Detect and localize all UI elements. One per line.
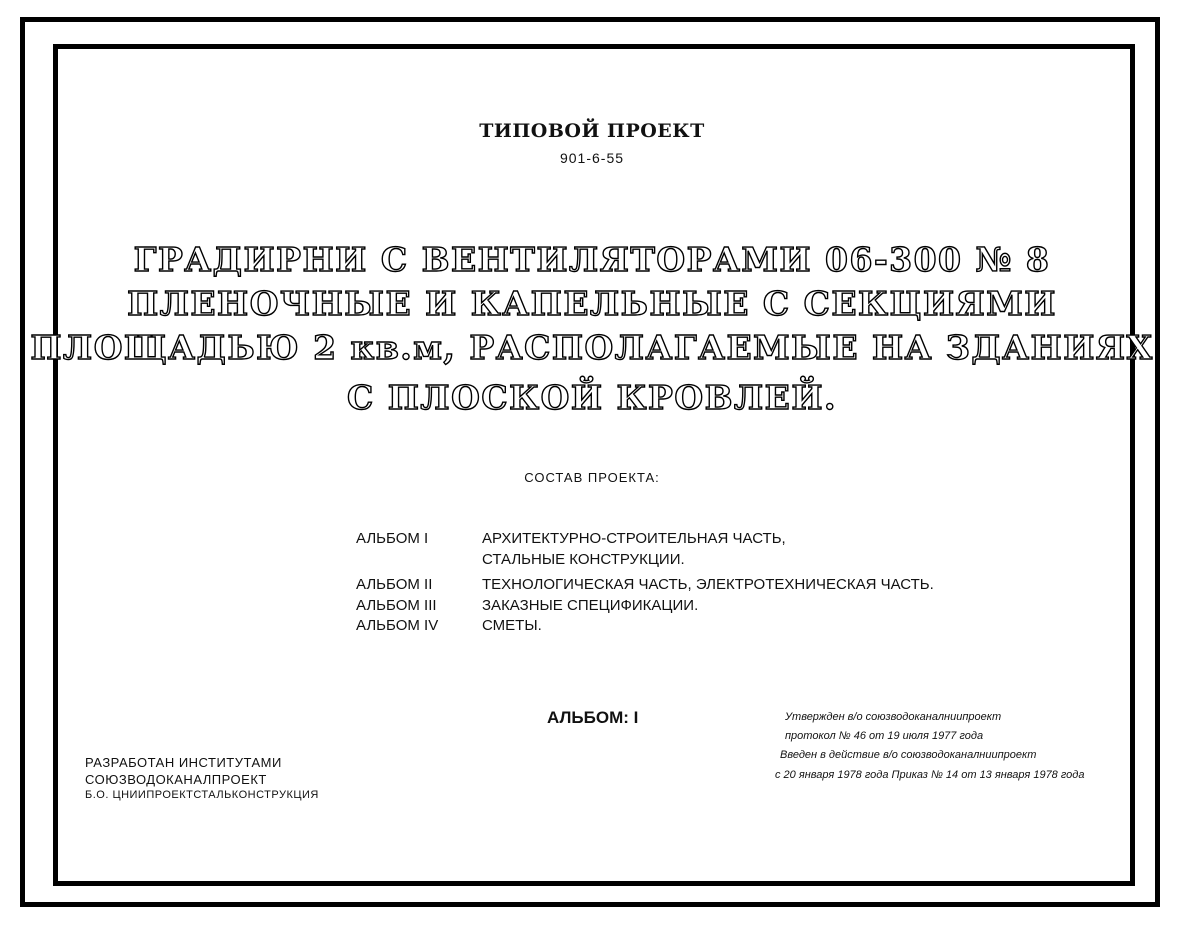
approval-line-2: протокол № 46 от 19 июля 1977 года: [785, 730, 984, 742]
main-title-line-2: ПЛЕНОЧНЫЕ И КАПЕЛЬНЫЕ С СЕКЦИЯМИ: [127, 284, 1057, 323]
album-1-desc-line-1: АРХИТЕКТУРНО-СТРОИТЕЛЬНАЯ ЧАСТЬ,: [482, 530, 786, 547]
approval-line-3: Введен в действие в/о союзводоканалниипроект: [780, 749, 1037, 761]
approval-line-1: Утвержден в/о союзводоканалниипроект: [785, 711, 1002, 723]
project-type-title: ТИПОВОЙ ПРОЕКТ: [479, 120, 705, 142]
album-1-desc-line-2: СТАЛЬНЫЕ КОНСТРУКЦИИ.: [482, 551, 685, 568]
developers-line-2: СОЮЗВОДОКАНАЛПРОЕКТ: [85, 772, 267, 787]
main-title-line-3: ПЛОЩАДЬЮ 2 кв.м, РАСПОЛАГАЕМЫЕ НА ЗДАНИЯХ: [30, 328, 1154, 367]
developers-line-3: Б.О. ЦНИИПРОЕКТСТАЛЬКОНСТРУКЦИЯ: [85, 789, 319, 801]
approval-line-4: с 20 января 1978 года Приказ № 14 от 13 января 1978 года: [775, 769, 1085, 781]
project-code: 901-6-55: [559, 150, 625, 166]
album-mark: АЛЬБОМ: I: [547, 708, 639, 727]
album-4-desc: СМЕТЫ.: [482, 617, 542, 634]
album-4-label: АЛЬБОМ IV: [356, 617, 439, 634]
main-title-line-4: С ПЛОСКОЙ КРОВЛЕЙ.: [346, 378, 837, 417]
composition-label: СОСТАВ ПРОЕКТА:: [524, 470, 660, 485]
developers-line-1: РАЗРАБОТАН ИНСТИТУТАМИ: [85, 755, 282, 770]
album-2-desc: ТЕХНОЛОГИЧЕСКАЯ ЧАСТЬ, ЭЛЕКТРОТЕХНИЧЕСКАЯ ЧАСТЬ.: [482, 576, 934, 593]
album-2-label: АЛЬБОМ II: [356, 576, 433, 593]
album-3-label: АЛЬБОМ III: [356, 597, 437, 614]
album-1-label: АЛЬБОМ I: [356, 530, 429, 547]
main-title-line-1: ГРАДИРНИ С ВЕНТИЛЯТОРАМИ 06-300 № 8: [133, 240, 1051, 279]
album-3-desc: ЗАКАЗНЫЕ СПЕЦИФИКАЦИИ.: [482, 597, 699, 614]
